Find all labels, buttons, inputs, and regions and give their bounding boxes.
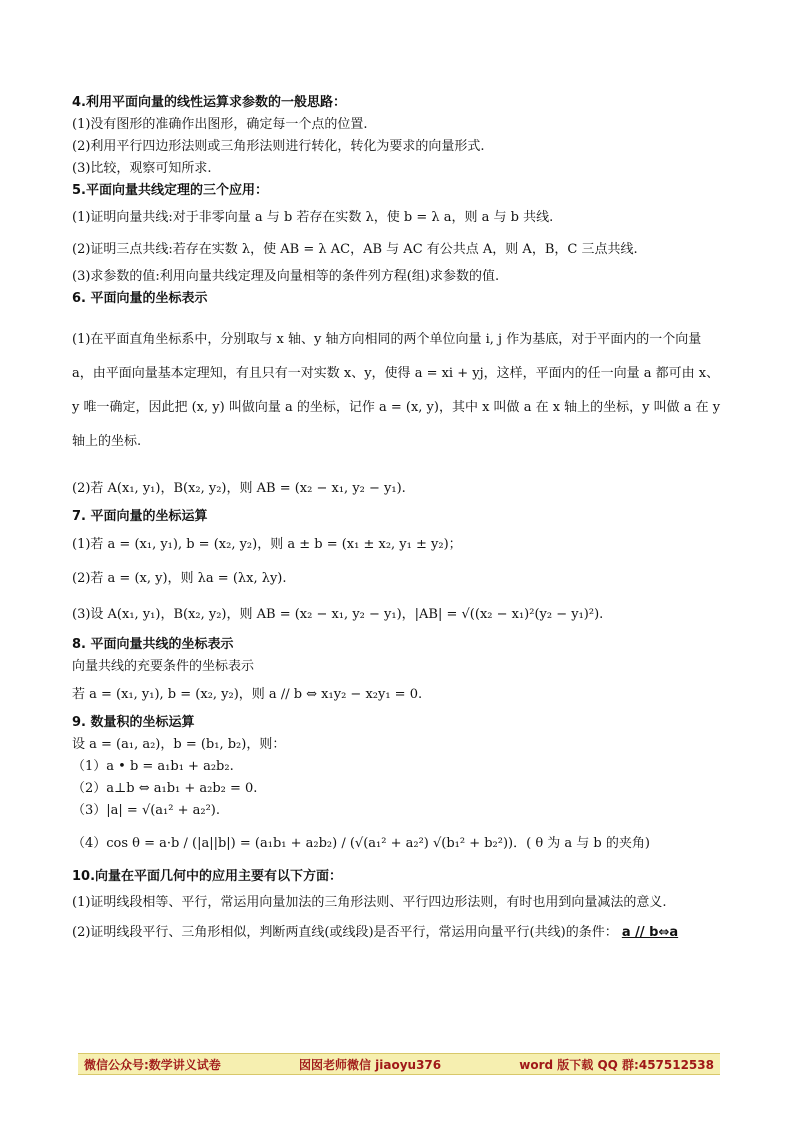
section-7-line-3: (3)设 A(x₁, y₁)，B(x₂, y₂)，则 AB = (x₂ − x₁, y₂ − y₁)，|AB| = √((x₂ − x₁)²(y₂ − y₁)²). <box>72 607 604 622</box>
footer-qq-group: word 版下载 QQ 群:457512538 <box>519 1057 714 1072</box>
section-9-title: 9. 数量积的坐标运算 <box>72 715 195 730</box>
section-9-line-4: （3）|a| = √(a₁² + a₂²). <box>72 803 221 818</box>
section-9-line-1: 设 a = (a₁, a₂)，b = (b₁, b₂)，则： <box>72 737 286 752</box>
section-5-title: 5.平面向量共线定理的三个应用： <box>72 183 268 198</box>
section-10-line-1: (1)证明线段相等、平行，常运用向量加法的三角形法则、平行四边形法则，有时也用到向量减法的意义. <box>72 895 667 910</box>
section-5-line-1: (1)证明向量共线:对于非零向量 a 与 b 若存在实数 λ，使 b = λ a，则 a 与 b 共线. <box>72 210 554 225</box>
section-5-line-3: (3)求参数的值:利用向量共线定理及向量相等的条件列方程(组)求参数的值. <box>72 269 500 284</box>
section-8-title: 8. 平面向量共线的坐标表示 <box>72 637 234 652</box>
section-10-line-2-text: (2)证明线段平行、三角形相似，判断两直线(或线段)是否平行，常运用向量平行(共线)的条件： <box>72 925 618 940</box>
section-4-line-1: (1)没有图形的准确作出图形，确定每一个点的位置. <box>72 117 368 132</box>
section-8-line-2: 若 a = (x₁, y₁), b = (x₂, y₂)，则 a // b ⇔ x₁y₂ − x₂y₁ = 0. <box>72 687 423 702</box>
section-9-line-3: （2）a⊥b ⇔ a₁b₁ + a₂b₂ = 0. <box>72 781 258 796</box>
section-9-line-5: （4）cos θ = a·b / (|a||b|) = (a₁b₁ + a₂b₂) / (√(a₁² + a₂²) √(b₁² + b₂²))．( θ 为 a 与 b 的夹角) <box>72 836 650 851</box>
section-4-title: 4.利用平面向量的线性运算求参数的一般思路： <box>72 95 346 110</box>
footer-banner <box>78 1053 720 1075</box>
section-10-title: 10.向量在平面几何中的应用主要有以下方面： <box>72 869 343 884</box>
footer-wechat-account: 微信公众号:数学讲义试卷 <box>84 1057 221 1072</box>
section-5-line-2: (2)证明三点共线:若存在实数 λ，使 AB = λ AC，AB 与 AC 有公共点 A，则 A，B，C 三点共线. <box>72 242 638 257</box>
section-7-line-1: (1)若 a = (x₁, y₁), b = (x₂, y₂)，则 a ± b = (x₁ ± x₂, y₁ ± y₂)； <box>72 537 462 552</box>
section-4-line-3: (3)比较，观察可知所求. <box>72 161 212 176</box>
section-8-line-1: 向量共线的充要条件的坐标表示 <box>72 659 255 674</box>
section-6-title: 6. 平面向量的坐标表示 <box>72 291 208 306</box>
section-4-line-2: (2)利用平行四边形法则或三角形法则进行转化，转化为要求的向量形式. <box>72 139 485 154</box>
section-10-line-2 <box>72 918 722 948</box>
section-9-line-2: （1）a • b = a₁b₁ + a₂b₂. <box>72 759 234 774</box>
footer-teacher-wechat: 囡囡老师微信 jiaoyu376 <box>298 1057 442 1072</box>
parallel-condition: a // b⇔a <box>621 925 679 940</box>
section-7-line-2: (2)若 a = (x, y)，则 λa = (λx, λy). <box>72 571 287 586</box>
document-body <box>72 92 722 948</box>
section-6-line-2: (2)若 A(x₁, y₁)，B(x₂, y₂)，则 AB = (x₂ − x₁, y₂ − y₁). <box>72 481 406 496</box>
section-7-title: 7. 平面向量的坐标运算 <box>72 509 208 524</box>
section-6-paragraph: (1)在平面直角坐标系中，分别取与 x 轴、y 轴方向相同的两个单位向量 i, j 作为基底，对于平面内的一个向量 a，由平面向量基本定理知，有且只有一对实数 x、y，使得 a = xi + yj，这样，平面内的任一向量 a 都可由 x、y 唯一确定，因此把 (x, y) 叫做向量 a 的坐标，记作 a = (x, y)，其中 x 叫做 a 在 x 轴上的坐标，y 叫做 a 在 y 轴上的坐标. <box>72 332 721 449</box>
